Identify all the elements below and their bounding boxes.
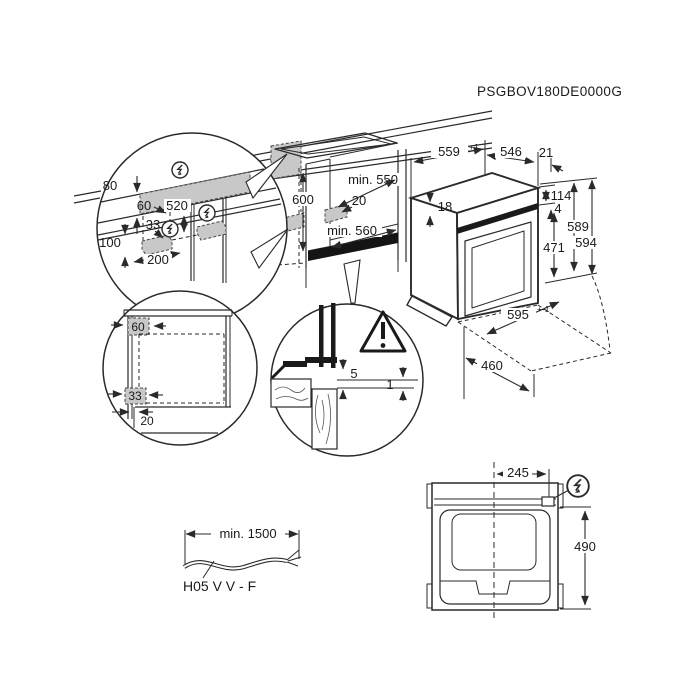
dim-side-inset: 33 <box>145 217 161 232</box>
dim-control-panel-height: 114 <box>550 188 572 203</box>
dim-zone-height: 80 <box>102 178 118 193</box>
dim-niche-width: min. 550 <box>348 172 398 187</box>
side-clearance-detail-circle <box>103 291 257 445</box>
callout-leader-gap-detail <box>344 260 360 303</box>
dim-depth-bottom: 460 <box>481 358 503 373</box>
dim-zone-box-height: 100 <box>99 235 121 250</box>
dim-door-height: 471 <box>543 240 565 255</box>
dim-bottom-width-tolerance: +-1 <box>537 304 550 314</box>
dim-groove: 4 <box>554 201 562 216</box>
dim-height-without-trim: 589 <box>567 219 589 234</box>
lightning-bolt-icon <box>162 221 178 237</box>
cable-type-label: H05 V V - F <box>183 578 257 594</box>
dim-height-overall: 594 <box>575 235 597 250</box>
dim-gap: 21 <box>538 145 554 160</box>
rear-view-drawing <box>427 462 602 618</box>
dim-niche-depth: min. 560 <box>327 223 377 238</box>
lightning-bolt-icon <box>172 162 188 178</box>
terminal-box <box>542 497 554 506</box>
dim-top-clearance: 18 <box>437 199 453 214</box>
dim-plinth-recess: 20 <box>140 414 154 428</box>
dim-zone-box-width: 200 <box>147 252 169 267</box>
lightning-bolt-icon <box>199 205 215 221</box>
dim-counter-clearance: 60 <box>136 198 152 213</box>
dim-body-width: 546 <box>500 144 522 159</box>
worktop-wood-section <box>271 379 311 407</box>
dim-cutout-width: 559 <box>438 144 460 159</box>
dim-connection-height: 490 <box>574 539 596 554</box>
lightning-bolt-icon <box>567 475 589 497</box>
power-cord-drawing <box>183 526 301 594</box>
dim-bottom-width: 595 <box>507 307 529 322</box>
cable-curve <box>184 560 287 569</box>
dim-niche-height: 600 <box>292 192 314 207</box>
gap-detail-circle <box>271 303 423 456</box>
dim-top-rail-width: 60 <box>131 320 145 334</box>
dim-cord-length: min. 1500 <box>219 526 277 541</box>
oven-drawing <box>407 140 611 399</box>
dim-front-gap: 5 <box>350 366 358 381</box>
dim-cutout-width-tolerance: +1 <box>469 142 479 152</box>
dim-terminal-offset: 245 <box>507 465 529 480</box>
dim-bottom-rail-width: 33 <box>128 389 142 403</box>
dim-rear-gap: 1 <box>386 377 394 392</box>
dim-niche-offset: 20 <box>351 193 367 208</box>
dim-drop-below-counter: 520 <box>166 198 188 213</box>
part-number: PSGBOV180DE0000G <box>477 84 623 99</box>
niche-socket-zone <box>325 204 347 223</box>
